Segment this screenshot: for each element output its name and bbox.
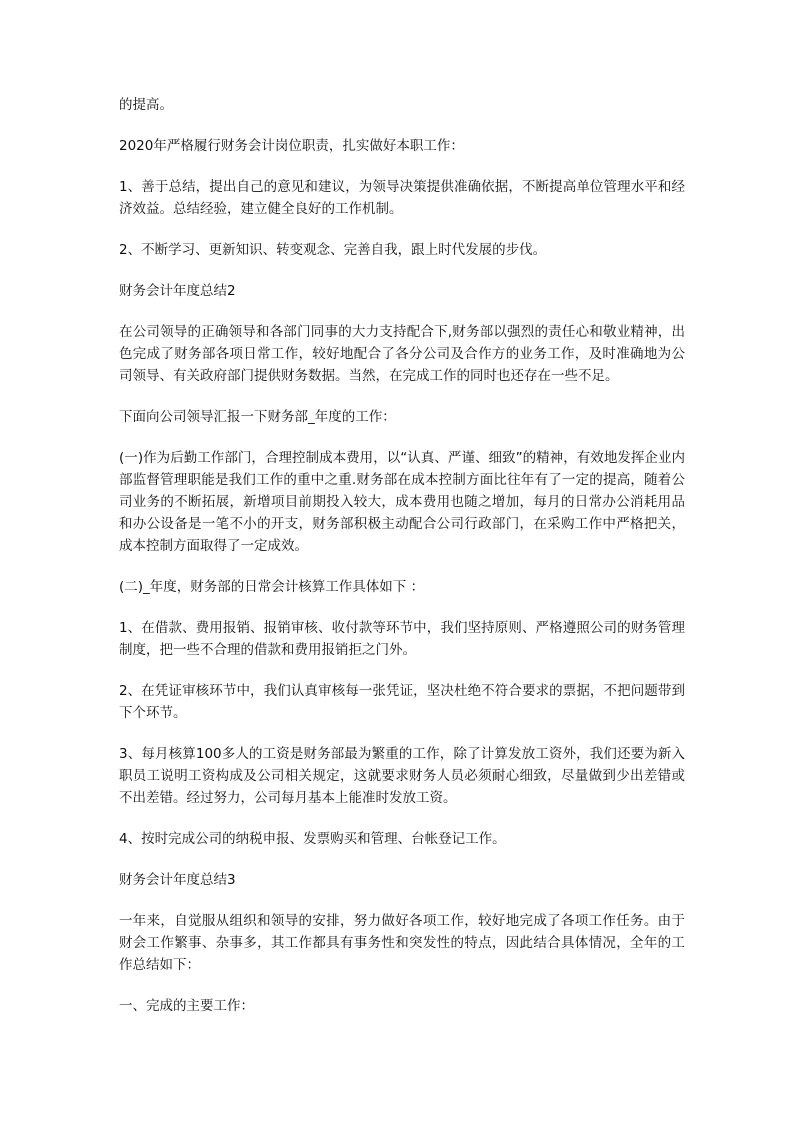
paragraph: 一年来，自觉服从组织和领导的安排，努力做好各项工作，较好地完成了各项工作任务。由于财会工作繁事、杂事多，其工作都具有事务性和突发性的特点，因此结合具体情况，全年的工作总结如下： <box>119 913 685 973</box>
paragraph: (二)_年度，财务部的日常会计核算工作具体如下 ： <box>119 579 425 595</box>
document-body <box>119 94 685 1036</box>
section-heading: 财务会计年度总结2 <box>119 283 236 299</box>
paragraph: 下面向公司领导汇报一下财务部_年度的工作： <box>119 409 396 425</box>
paragraph: 2、不断学习、更新知识、转变观念、完善自我，跟上时代发展的步伐。 <box>119 242 547 258</box>
paragraph: 2020年严格履行财务会计岗位职责，扎实做好本职工作： <box>119 138 464 154</box>
paragraph: 一、完成的主要工作： <box>119 998 254 1014</box>
paragraph: 2、在凭证审核环节中，我们认真审核每一张凭证，坚决杜绝不符合要求的票据，不把问题带到下个环节。 <box>119 683 685 721</box>
section-heading: 财务会计年度总结3 <box>119 872 236 888</box>
paragraph: 4、按时完成公司的纳税申报、发票购买和管理、台帐登记工作。 <box>119 831 506 847</box>
paragraph: 3、每月核算100多人的工资是财务部最为繁重的工作，除了计算发放工资外，我们还要为新入职员工说明工资构成及公司相关规定，这就要求财务人员必须耐心细致，尽量做到少出差错或不出差错。经过努力，公司每月基本上能准时发放工资。 <box>119 746 685 806</box>
paragraph: (一)作为后勤工作部门，合理控制成本费用，以“认真、严谨、细致”的精神，有效地发挥企业内部监督管理职能是我们工作的重中之重.财务部在成本控制方面比往年有了一定的提高，随着公司业务的不断拓展，新增项目前期投入较大，成本费用也随之增加，每月的日常办公消耗用品和办公设备是一笔不小的开支，财务部积极主动配合公司行政部门，在采购工作中严格把关，成本控制方面取得了一定成效。 <box>119 450 685 554</box>
paragraph: 在公司领导的正确领导和各部门同事的大力支持配合下,财务部以强烈的责任心和敬业精神，出色完成了财务部各项日常工作，较好地配合了各分公司及合作方的业务工作，及时准确地为公司领导、有关政府部门提供财务数据。当然，在完成工作的同时也还存在一些不足。 <box>119 324 685 384</box>
paragraph: 的提高。 <box>119 97 173 113</box>
paragraph: 1、在借款、费用报销、报销审核、收付款等环节中，我们坚持原则、严格遵照公司的财务管理制度，把一些不合理的借款和费用报销拒之门外。 <box>119 620 685 658</box>
paragraph: 1、善于总结，提出自己的意见和建议，为领导决策提供准确依据，不断提高单位管理水平和经济效益。总结经验，建立健全良好的工作机制。 <box>119 179 685 217</box>
